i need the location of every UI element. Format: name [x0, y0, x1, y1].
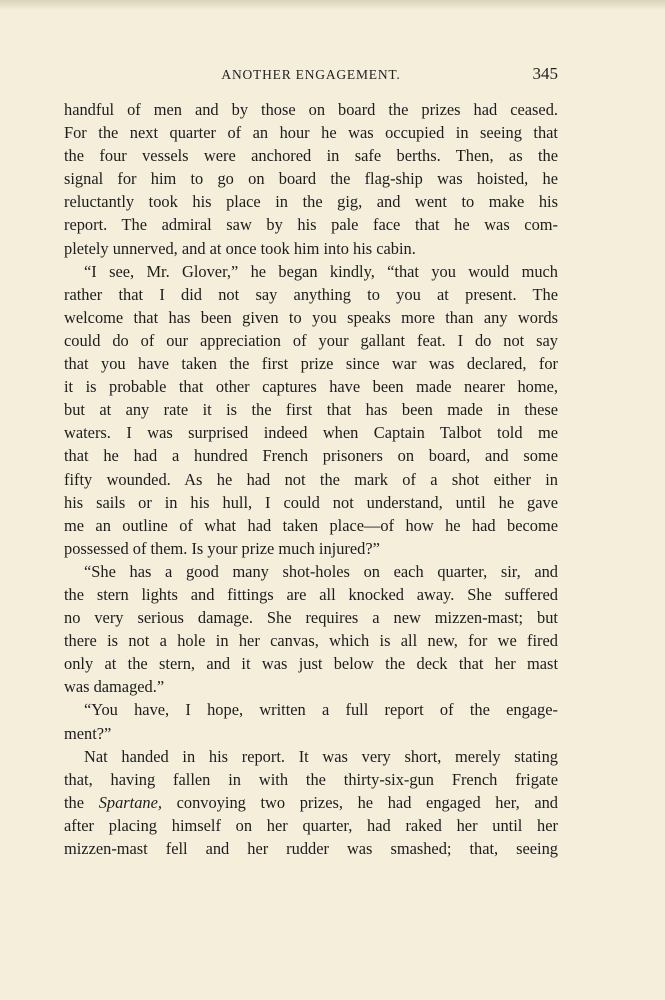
body-text — [64, 98, 558, 860]
text-line: fifty wounded. As he had not the mark of a shot either in — [64, 469, 558, 489]
text-line: only at the stern, and it was just below the deck that her mast — [64, 654, 558, 674]
text-line: possessed of them. Is your prize much injured?” — [64, 538, 380, 558]
text-line: the four vessels were anchored in safe berths. Then, as the — [64, 146, 558, 166]
text-line: me an outline of what had taken place—of how he had become — [64, 515, 558, 535]
text-line: “I see, Mr. Glover,” he began kindly, “that you would much — [84, 261, 558, 281]
text-line: reluctantly took his place in the gig, and went to make his — [64, 192, 558, 212]
text-line: signal for him to go on board the flag-ship was hoisted, he — [64, 169, 558, 189]
text-line: that you have taken the first prize since war was declared, for — [64, 354, 558, 374]
text-line: no very serious damage. She requires a new mizzen-mast; but — [64, 608, 558, 628]
text-line: was damaged.” — [64, 677, 165, 697]
text-line: Nat handed in his report. It was very short, merely stating — [84, 746, 558, 766]
text-line: but at any rate it is the first that has been made in these — [64, 400, 558, 420]
page-number: 345 — [532, 64, 558, 83]
text-line: his sails or in his hull, I could not understand, until he gave — [64, 492, 558, 512]
text-line: For the next quarter of an hour he was occupied in seeing that — [64, 123, 558, 143]
text-line: “She has a good many shot-holes on each quarter, sir, and — [84, 561, 558, 581]
ship-name: Spartane, — [98, 792, 162, 812]
text-line: mizzen-mast fell and her rudder was smashed; that, seeing — [64, 839, 558, 858]
text-line: the stern lights and fittings are all knocked away. She suffered — [64, 584, 558, 604]
page-top-edge — [0, 0, 665, 10]
text-line: welcome that has been given to you speaks more than any words — [64, 307, 558, 327]
text-line: after placing himself on her quarter, had raked her until her — [64, 815, 558, 835]
text-line: report. The admiral saw by his pale face that he was com- — [64, 215, 558, 235]
text-line: ment?” — [64, 723, 112, 743]
text-line-with-ship-name — [64, 791, 558, 814]
text-line: there is not a hole in her canvas, which is all new, for we fired — [64, 631, 558, 651]
text-line: could do of our appreciation of your gallant feat. I do not say — [64, 330, 558, 350]
text-line: rather that I did not say anything to you at present. The — [64, 284, 558, 304]
text-line: pletely unnerved, and at once took him into his cabin. — [64, 238, 416, 258]
text-line: it is probable that other captures have been made nearer home, — [64, 377, 558, 397]
text-line: that, having fallen in with the thirty-six-gun French frigate — [64, 769, 558, 789]
text-line: waters. I was surprised indeed when Captain Talbot told me — [64, 423, 558, 443]
running-title: ANOTHER ENGAGEMENT. — [221, 67, 401, 82]
text-line: “You have, I hope, written a full report of the engage- — [84, 700, 558, 720]
text-line: that he had a hundred French prisoners on board, and some — [64, 446, 558, 466]
running-head — [64, 64, 558, 88]
text-line: handful of men and by those on board the prizes had ceased. — [64, 100, 558, 119]
line-rest: convoying two prizes, he had engaged her, and — [176, 792, 558, 812]
line-prefix: the — [64, 792, 85, 812]
